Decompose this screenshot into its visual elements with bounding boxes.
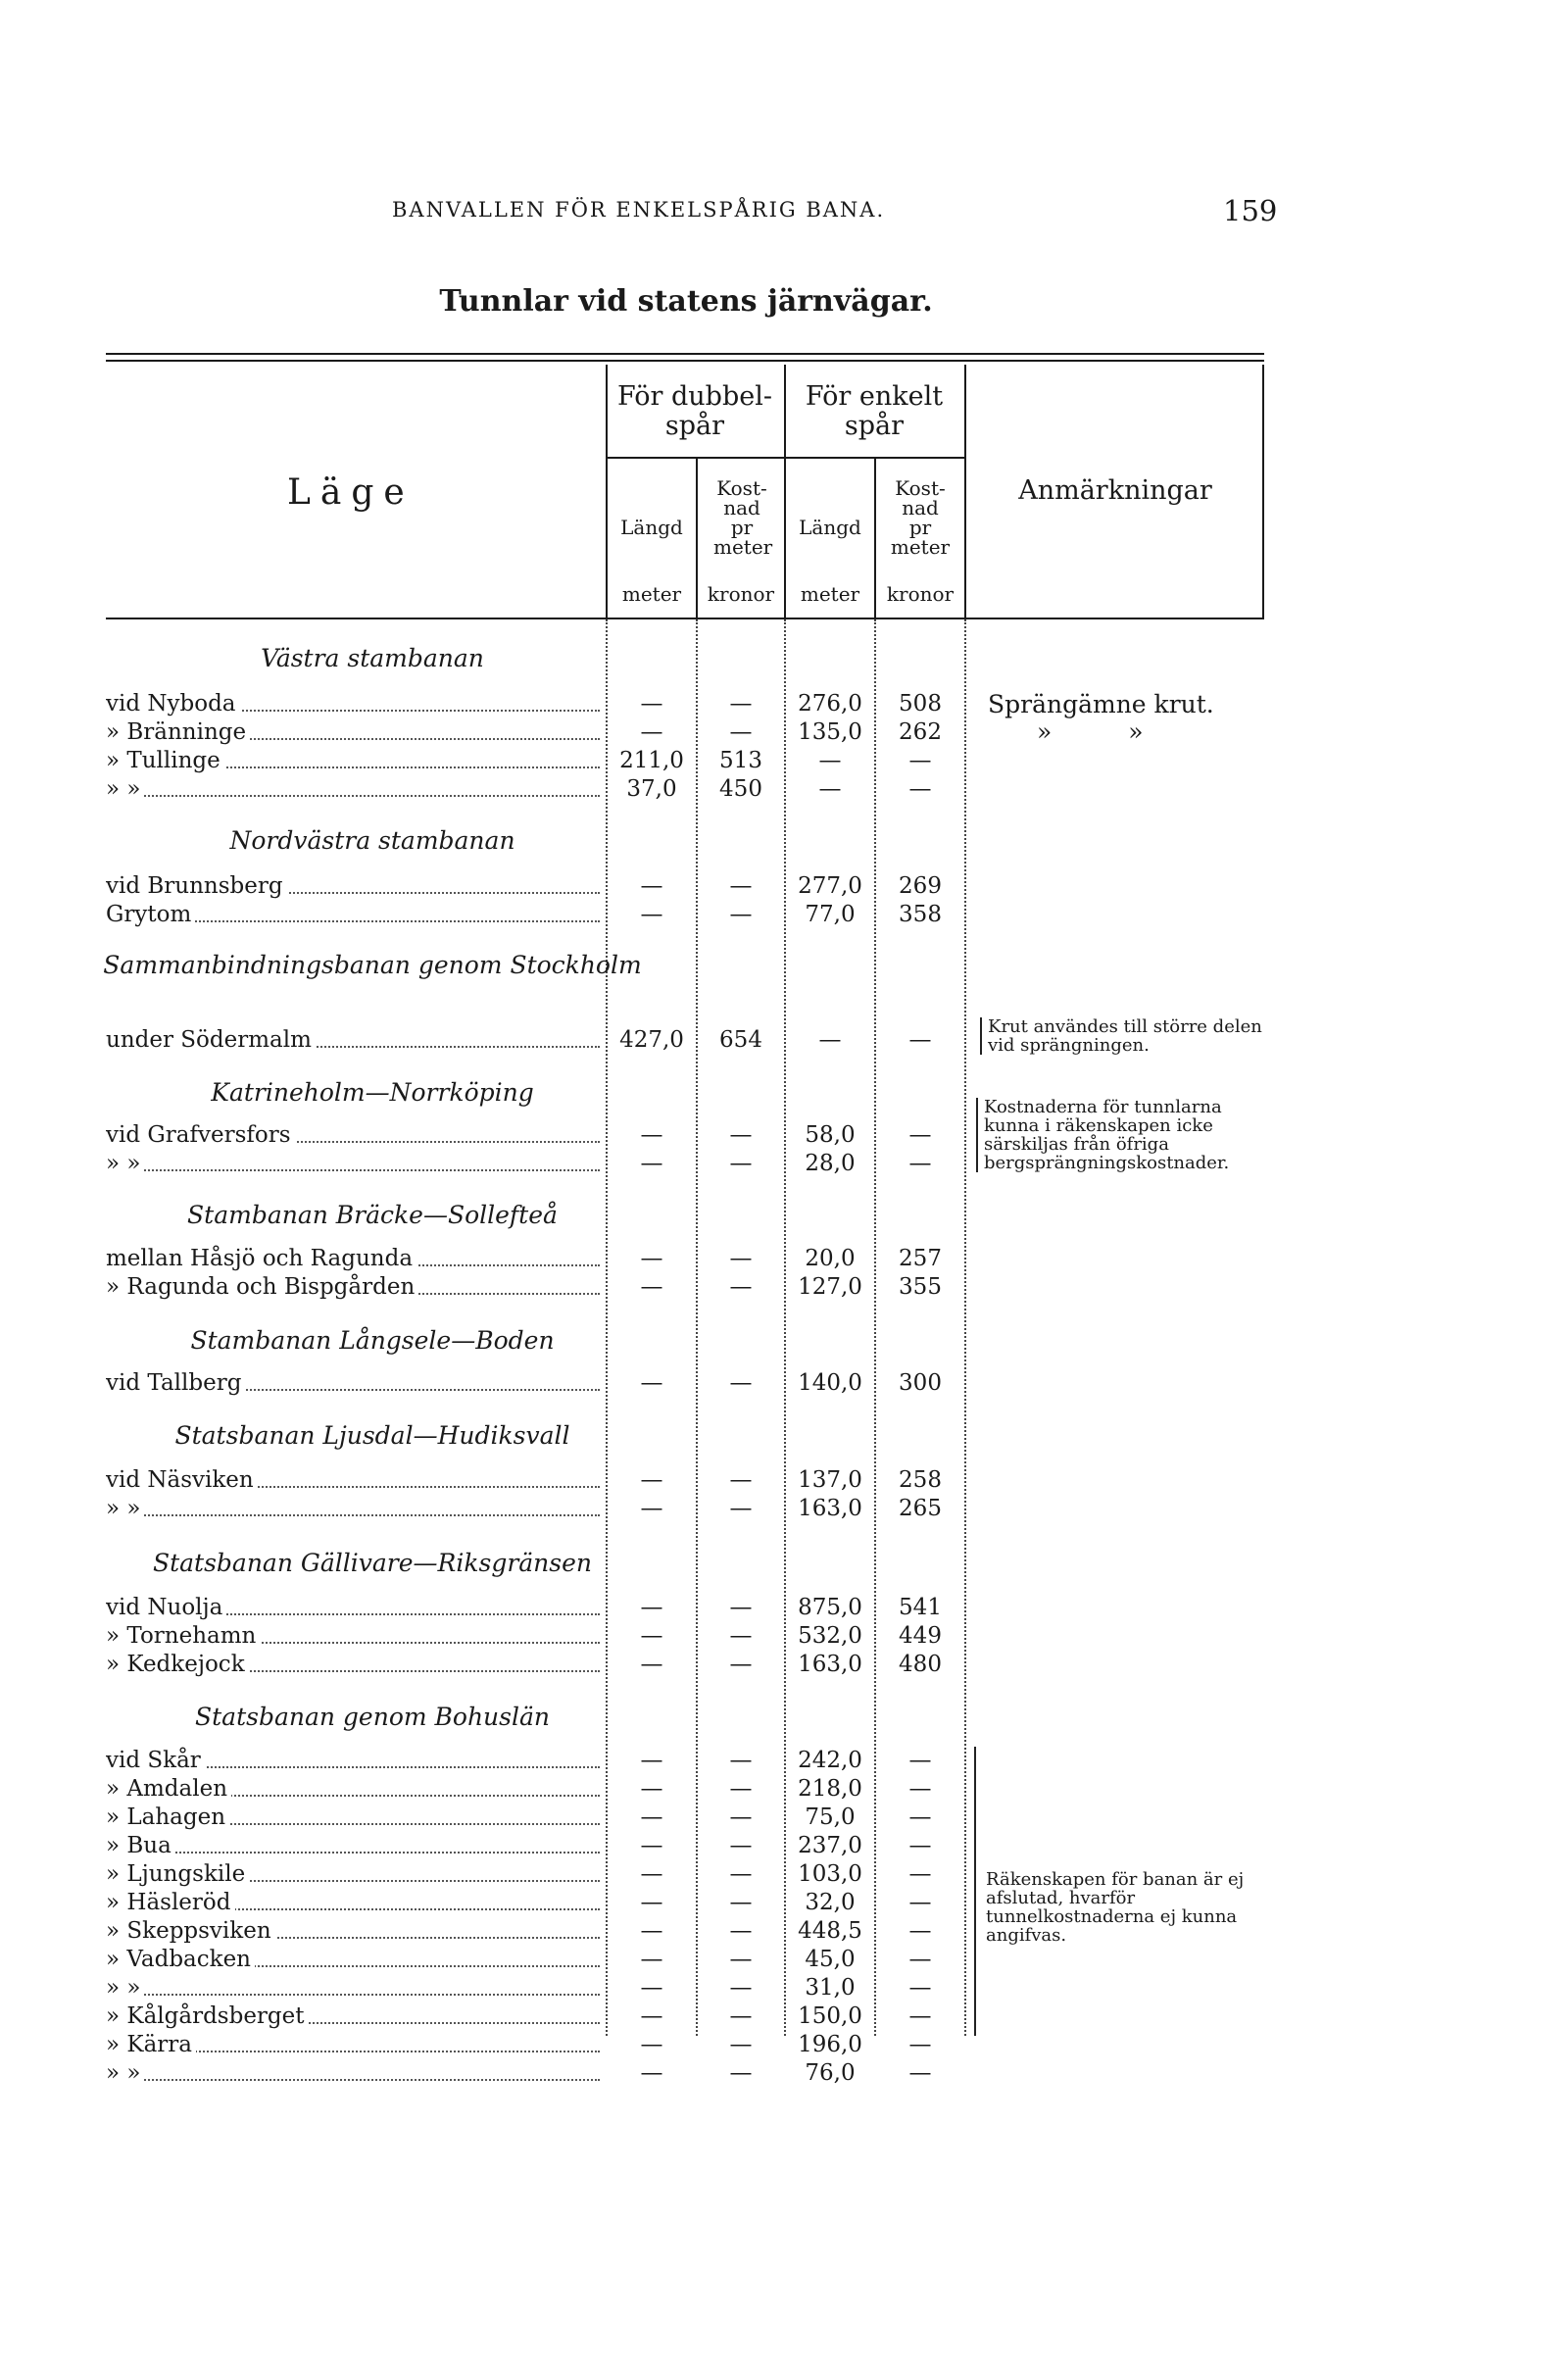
row-location: » » (106, 1496, 144, 1521)
row-location: vid Brunnsberg (106, 873, 287, 899)
table-row-label (106, 747, 600, 775)
table-cell-sc: 355 (899, 1274, 942, 1300)
section-heading: Stambanan Långsele—Boden (190, 1326, 555, 1355)
table-cell-dc: — (729, 1246, 753, 1271)
table-row-label (106, 718, 600, 747)
table-row-label (106, 1860, 600, 1889)
section-heading: Statsbanan Gällivare—Riksgränsen (152, 1549, 593, 1577)
table-cell-dl: — (640, 1804, 663, 1830)
table-cell-dc: — (729, 1748, 753, 1773)
row-location: » Kärra (106, 2032, 196, 2057)
table-cell-dl: — (640, 1918, 663, 1944)
row-location: » Ragunda och Bispgården (106, 1274, 418, 1300)
table-cell-dl: — (640, 1947, 663, 1972)
table-row-label (106, 1622, 600, 1651)
table-cell-sl: 31,0 (805, 1975, 856, 2001)
table-cell-sc: — (908, 1776, 932, 1802)
table-cell-dc: 513 (719, 748, 762, 773)
remark-ditto: » » (1037, 717, 1144, 746)
table-cell-dl: — (640, 873, 663, 899)
table-cell-sl: 448,5 (798, 1918, 862, 1944)
table-cell-dl: — (640, 1861, 663, 1887)
row-location: » Häsleröd (106, 1890, 235, 1915)
column-header-dbl-length: Längd (620, 516, 683, 539)
table-cell-sl: 218,0 (798, 1776, 862, 1802)
section-heading: Statsbanan Ljusdal—Hudiksvall (174, 1421, 570, 1450)
leader-dots (106, 1852, 600, 1854)
table-row-label (106, 901, 600, 929)
section-heading: Katrineholm—Norrköping (211, 1078, 534, 1107)
col-divider-rem (964, 365, 966, 618)
row-location: » Bränninge (106, 719, 250, 745)
table-cell-dc: — (729, 1804, 753, 1830)
table-cell-sl: 45,0 (805, 1947, 856, 1972)
table-cell-sc: — (908, 1947, 932, 1972)
row-location: » Skeppsviken (106, 1918, 275, 1944)
table-row-label (106, 775, 600, 804)
table-cell-dl: — (640, 1833, 663, 1858)
unit-meter-sgl: meter (800, 582, 860, 606)
unit-meter-dbl: meter (621, 582, 682, 606)
row-location: » Vadbacken (106, 1947, 255, 1972)
row-location: » Tullinge (106, 748, 224, 773)
table-cell-sl: 58,0 (805, 1122, 856, 1148)
table-cell-sc: 269 (899, 873, 942, 899)
table-cell-dl: — (640, 1890, 663, 1915)
table-cell-dl: — (640, 1652, 663, 1677)
row-location: Grytom (106, 902, 195, 927)
table-cell-sl: 32,0 (805, 1890, 856, 1915)
table-row-label (106, 1150, 600, 1178)
leader-dots (106, 2079, 600, 2081)
table-row-label (106, 1804, 600, 1832)
page-number: 159 (1223, 194, 1278, 227)
row-location: » Bua (106, 1833, 175, 1858)
table-cell-dl: — (640, 2032, 663, 2057)
row-location: vid Nyboda (106, 691, 240, 717)
table-cell-sl: 242,0 (798, 1748, 862, 1773)
table-cell-dc: 450 (719, 776, 762, 802)
table-cell-sl: 137,0 (798, 1467, 862, 1493)
table-cell-sc: — (908, 2003, 932, 2029)
table-row-label (106, 1594, 600, 1622)
table-cell-sc: 258 (899, 1467, 942, 1493)
table-row-label (106, 2031, 600, 2059)
table-cell-dl: — (640, 691, 663, 717)
leader-dots (106, 1169, 600, 1171)
section-heading: Statsbanan genom Bohuslän (195, 1703, 550, 1731)
table-cell-dl: — (640, 1246, 663, 1271)
table-cell-sc: 358 (899, 902, 942, 927)
row-location: » Lahagen (106, 1804, 229, 1830)
table-cell-sc: — (908, 1918, 932, 1944)
table-cell-sl: 532,0 (798, 1623, 862, 1649)
table-row-label (106, 690, 600, 718)
table-row-label (106, 1832, 600, 1860)
table-cell-sl: 163,0 (798, 1652, 862, 1677)
table-row-label (106, 1651, 600, 1679)
table-cell-sc: 508 (899, 691, 942, 717)
table-cell-sc: 265 (899, 1496, 942, 1521)
table-row-label (106, 2002, 600, 2031)
row-location: vid Skår (106, 1748, 205, 1773)
table-cell-dc: — (729, 1274, 753, 1300)
table-cell-dl: — (640, 1975, 663, 2001)
table-row-label (106, 1245, 600, 1273)
table-cell-sc: — (908, 1861, 932, 1887)
table-cell-dl: — (640, 1595, 663, 1620)
column-header-location: Läge (287, 472, 415, 513)
table-cell-dc: — (729, 719, 753, 745)
table-cell-sl: 103,0 (798, 1861, 862, 1887)
table-row-label (106, 1121, 600, 1150)
table-cell-sc: 300 (899, 1370, 942, 1396)
table-cell-sl: 163,0 (798, 1496, 862, 1521)
table-cell-dc: — (729, 2032, 753, 2057)
table-row-label (106, 1495, 600, 1523)
table-cell-dl: — (640, 1151, 663, 1176)
table-cell-dc: — (729, 1151, 753, 1176)
table-cell-dl: — (640, 902, 663, 927)
row-location: » » (106, 1151, 144, 1176)
table-cell-sc: — (908, 1804, 932, 1830)
row-location: vid Tallberg (106, 1370, 245, 1396)
table-cell-dc: — (729, 1861, 753, 1887)
table-cell-dc: — (729, 1776, 753, 1802)
table-cell-dc: — (729, 1496, 753, 1521)
col-divider-lage (606, 365, 608, 618)
table-cell-dl: — (640, 1370, 663, 1396)
remark-bracket (974, 1747, 982, 2036)
table-cell-sl: 77,0 (805, 902, 856, 927)
table-cell-sl: 276,0 (798, 691, 862, 717)
table-cell-dl: 211,0 (619, 748, 684, 773)
table-cell-dc: — (729, 1122, 753, 1148)
table-cell-dl: — (640, 1496, 663, 1521)
column-header-sgl-cost: Kost- nad pr meter (890, 476, 951, 559)
table-row-label (106, 1775, 600, 1804)
table-cell-sl: 127,0 (798, 1274, 862, 1300)
table-cell-dl: — (640, 1122, 663, 1148)
remark-krut: Krut användes till större delen vid sprängningen. (980, 1017, 1272, 1055)
leader-dots (106, 1994, 600, 1996)
col-divider-right (1262, 365, 1264, 618)
table-cell-sl: 28,0 (805, 1151, 856, 1176)
table-cell-sc: 257 (899, 1246, 942, 1271)
table-cell-sc: — (908, 748, 932, 773)
table-cell-dc: — (729, 1467, 753, 1493)
remark-sprangamne: Sprängämne krut. (988, 690, 1214, 718)
table-cell-sc: 480 (899, 1652, 942, 1677)
row-location: » Amdalen (106, 1776, 231, 1802)
table-row-label (106, 1747, 600, 1775)
table-row-label (106, 1273, 600, 1302)
table-cell-dc: — (729, 1975, 753, 2001)
table-row-label (106, 1466, 600, 1495)
column-header-single: För enkelt spår (805, 381, 944, 441)
section-heading: Stambanan Bräcke—Sollefteå (187, 1201, 558, 1229)
row-location: » Ljungskile (106, 1861, 249, 1887)
section-heading: Sammanbindningsbanan genom Stockholm (103, 951, 642, 979)
table-cell-dl: — (640, 719, 663, 745)
table-cell-dc: — (729, 1833, 753, 1858)
table-cell-sc: — (908, 1151, 932, 1176)
table-row-label (106, 1889, 600, 1917)
table-row-label (106, 1917, 600, 1946)
table-cell-dl: — (640, 1623, 663, 1649)
section-heading: Nordvästra stambanan (229, 826, 515, 855)
body-divider-5 (964, 619, 966, 2036)
table-cell-sl: 75,0 (805, 1804, 856, 1830)
table-cell-sl: 196,0 (798, 2032, 862, 2057)
table-row-label (106, 2059, 600, 2088)
table-cell-sc: — (908, 1890, 932, 1915)
table-cell-dc: — (729, 1918, 753, 1944)
page-title: Tunnlar vid statens järnvägar. (439, 284, 933, 319)
table-cell-dc: — (729, 2060, 753, 2086)
row-location: » Kedkejock (106, 1652, 249, 1677)
table-cell-sl: 135,0 (798, 719, 862, 745)
column-header-remarks: Anmärkningar (1018, 475, 1212, 506)
table-cell-dc: — (729, 1595, 753, 1620)
header-bottom-rule (106, 618, 1264, 619)
row-location: mellan Håsjö och Ragunda (106, 1246, 416, 1271)
table-cell-sc: — (908, 2060, 932, 2086)
table-cell-sl: — (818, 776, 842, 802)
table-row-label (106, 1369, 600, 1398)
table-cell-sl: 875,0 (798, 1595, 862, 1620)
table-row-label (106, 872, 600, 901)
row-location: » » (106, 1975, 144, 2001)
table-cell-sl: 20,0 (805, 1246, 856, 1271)
table-cell-sc: 541 (899, 1595, 942, 1620)
table-cell-sc: — (908, 1122, 932, 1148)
table-cell-dl: — (640, 1467, 663, 1493)
table-cell-sl: 140,0 (798, 1370, 862, 1396)
section-heading: Västra stambanan (261, 644, 484, 672)
remark-rakenskapen: Räkenskapen för banan är ej afslutad, hvarför tunnelkostnaderna ej kunna angifvas. (986, 1869, 1245, 1946)
unit-kronor-dbl: kronor (707, 582, 775, 606)
table-cell-dc: — (729, 691, 753, 717)
table-cell-dl: — (640, 1748, 663, 1773)
table-cell-dc: — (729, 902, 753, 927)
table-row-label (106, 1026, 600, 1055)
table-cell-dl: — (640, 2003, 663, 2029)
table-cell-dc: — (729, 2003, 753, 2029)
table-cell-sc: — (908, 1833, 932, 1858)
table-cell-dc: — (729, 1890, 753, 1915)
table-cell-sc: 262 (899, 719, 942, 745)
table-top-rule-2 (106, 360, 1264, 362)
table-cell-sc: 449 (899, 1623, 942, 1649)
col-divider-mid (784, 365, 786, 618)
row-location: under Södermalm (106, 1027, 316, 1053)
table-cell-sc: — (908, 776, 932, 802)
row-location: vid Nuolja (106, 1595, 226, 1620)
table-cell-sl: 277,0 (798, 873, 862, 899)
table-cell-sl: — (818, 748, 842, 773)
table-cell-dl: — (640, 1274, 663, 1300)
column-header-sgl-length: Längd (799, 516, 861, 539)
table-cell-dc: — (729, 1652, 753, 1677)
table-cell-sl: — (818, 1027, 842, 1053)
table-cell-sl: 237,0 (798, 1833, 862, 1858)
table-cell-sl: 150,0 (798, 2003, 862, 2029)
table-cell-dc: 654 (719, 1027, 762, 1053)
row-location: vid Grafversfors (106, 1122, 295, 1148)
table-cell-sc: — (908, 1027, 932, 1053)
row-location: » » (106, 2060, 144, 2086)
table-top-rule (106, 353, 1264, 355)
leader-dots (106, 795, 600, 797)
running-head: BANVALLEN FÖR ENKELSPÅRIG BANA. (392, 198, 886, 222)
table-cell-dc: — (729, 1947, 753, 1972)
table-cell-dl: — (640, 2060, 663, 2086)
table-cell-dc: — (729, 1623, 753, 1649)
table-cell-sc: — (908, 1975, 932, 2001)
table-row-label (106, 1974, 600, 2002)
unit-kronor-sgl: kronor (886, 582, 955, 606)
row-location: » Tornehamn (106, 1623, 260, 1649)
leader-dots (106, 1514, 600, 1516)
row-location: » » (106, 776, 144, 802)
table-cell-dl: — (640, 1776, 663, 1802)
table-cell-dc: — (729, 873, 753, 899)
row-location: » Kålgårdsberget (106, 2003, 309, 2029)
column-header-dbl-cost: Kost- nad pr meter (713, 476, 773, 559)
header-mid-rule (608, 457, 965, 459)
table-cell-dl: 37,0 (626, 776, 677, 802)
table-cell-dc: — (729, 1370, 753, 1396)
remark-kostnaderna: Kostnaderna för tunnlarna kunna i räkenskapen icke särskiljas från öfriga bergsprängningskostnader. (976, 1098, 1268, 1172)
table-cell-sl: 76,0 (805, 2060, 856, 2086)
column-header-double: För dubbel- spår (617, 381, 772, 441)
row-location: vid Näsviken (106, 1467, 258, 1493)
table-row-label (106, 1946, 600, 1974)
table-cell-sc: — (908, 1748, 932, 1773)
table-cell-dl: 427,0 (619, 1027, 684, 1053)
table-cell-sc: — (908, 2032, 932, 2057)
